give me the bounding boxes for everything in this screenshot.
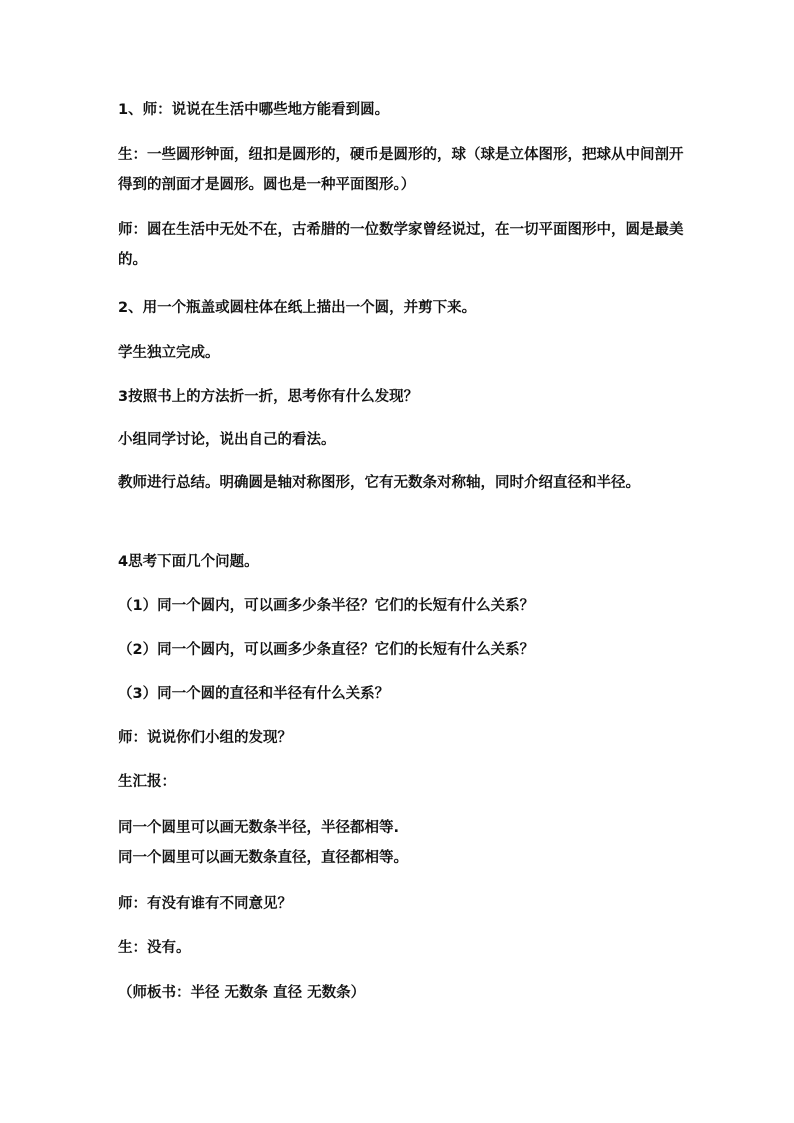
paragraph-14: 生汇报： [118, 774, 176, 790]
finding-radius: 同一个圆里可以画无数条半径，半径都相等. [118, 820, 400, 836]
paragraph-6: 3按照书上的方法折一折，思考你有什么发现？ [118, 389, 419, 405]
paragraph-1: 1、师：说说在生活中哪些地方能看到圆。 [118, 102, 390, 118]
paragraph-7: 小组同学讨论，说出自己的看法。 [118, 432, 336, 448]
paragraph-13: 师：说说你们小组的发现？ [118, 730, 292, 746]
question-3: （3）同一个圆的直径和半径有什么关系？ [118, 686, 390, 702]
paragraph-8: 教师进行总结。明确圆是轴对称图形，它有无数条对称轴，同时介绍直径和半径。 [118, 475, 640, 491]
paragraph-3: 师：圆在生活中无处不在，古希腊的一位数学家曾经说过，在一切平面图形中，圆是最美的。 [118, 222, 684, 268]
paragraph-9: 4思考下面几个问题。 [118, 554, 259, 570]
question-1: （1）同一个圆内，可以画多少条半径？它们的长短有什么关系？ [118, 598, 535, 614]
paragraph-4: 2、用一个瓶盖或圆柱体在纸上描出一个圆，并剪下来。 [118, 300, 477, 316]
paragraph-5: 学生独立完成。 [118, 345, 220, 361]
paragraph-2: 生：一些圆形钟面，纽扣是圆形的，硬币是圆形的，球（球是立体图形，把球从中间剖开得到的剖面才是圆形。圆也是一种平面图形。） [118, 147, 684, 193]
finding-diameter: 同一个圆里可以画无数条直径，直径都相等。 [118, 850, 408, 866]
question-2: （2）同一个圆内，可以画多少条直径？它们的长短有什么关系？ [118, 642, 535, 658]
board-note: （师板书：半径 无数条 直径 无数条） [118, 985, 366, 1001]
paragraph-17: 师：有没有谁有不同意见？ [118, 896, 292, 912]
paragraph-18: 生：没有。 [118, 940, 191, 956]
